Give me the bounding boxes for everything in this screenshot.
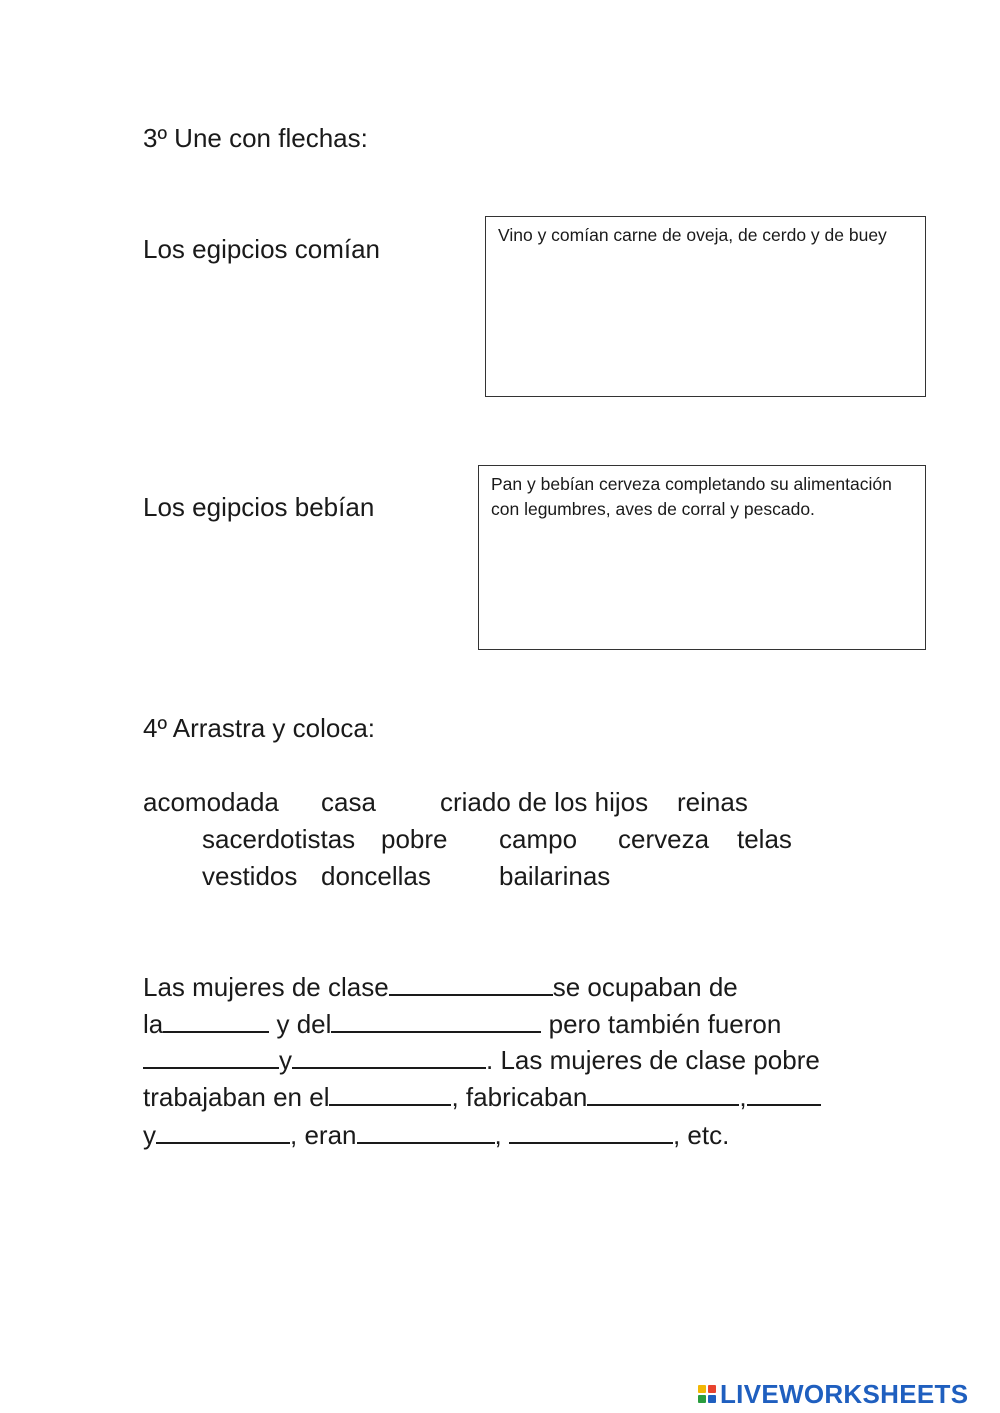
match-right-text-2: Pan y bebían cerveza completando su alimentación con legumbres, aves de corral y pescado.	[491, 474, 892, 519]
text-segment: Las mujeres de clase	[143, 972, 389, 1002]
match-right-text-1: Vino y comían carne de oveja, de cerdo y de buey	[498, 225, 887, 245]
logo-squares-icon	[698, 1385, 716, 1403]
match-left-item-1[interactable]: Los egipcios comían	[143, 234, 381, 264]
blank-4[interactable]	[143, 1045, 279, 1069]
logo-text: LIVEWORKSHEETS	[720, 1378, 969, 1409]
logo-square	[698, 1385, 706, 1393]
paragraph-line-4	[143, 1082, 821, 1112]
blank-5[interactable]	[292, 1045, 486, 1069]
text-segment: trabajaban en el	[143, 1082, 330, 1112]
blank-6[interactable]	[329, 1082, 451, 1106]
match-left-item-2[interactable]: Los egipcios bebían	[143, 492, 375, 522]
word-doncellas[interactable]: doncellas	[321, 861, 431, 891]
word-campo[interactable]: campo	[499, 824, 578, 854]
blank-9[interactable]	[156, 1120, 290, 1144]
word-criado-de-los-hijos[interactable]: criado de los hijos	[440, 787, 649, 817]
word-acomodada[interactable]: acomodada	[143, 787, 279, 817]
section4-title: 4º Arrastra y coloca:	[143, 713, 376, 743]
text-segment: . Las mujeres de clase pobre	[486, 1045, 820, 1075]
text-segment: se ocupaban de	[552, 972, 738, 1002]
match-right-box-1[interactable]	[485, 216, 926, 397]
section3-title: 3º Une con flechas:	[143, 123, 368, 153]
word-bailarinas[interactable]: bailarinas	[499, 861, 611, 891]
blank-8[interactable]	[747, 1082, 821, 1106]
blank-11[interactable]	[509, 1120, 673, 1144]
text-segment: ,	[494, 1120, 509, 1150]
word-telas[interactable]: telas	[737, 824, 792, 854]
text-segment: y	[279, 1045, 292, 1075]
text-segment: , eran	[290, 1120, 357, 1150]
blank-2[interactable]	[163, 1009, 269, 1033]
text-segment: la	[143, 1009, 164, 1039]
text-segment: , fabricaban	[451, 1082, 588, 1112]
word-vestidos[interactable]: vestidos	[202, 861, 298, 891]
liveworksheets-logo	[698, 1377, 968, 1411]
text-segment: ,	[739, 1082, 747, 1112]
word-pobre[interactable]: pobre	[381, 824, 448, 854]
paragraph-line-1	[143, 972, 738, 1002]
paragraph-line-3	[143, 1045, 820, 1075]
text-segment: pero también fueron	[541, 1009, 782, 1039]
paragraph-line-2	[143, 1009, 781, 1039]
paragraph-line-5	[143, 1120, 729, 1150]
blank-10[interactable]	[357, 1120, 495, 1144]
word-cerveza[interactable]: cerveza	[618, 824, 710, 854]
blank-7[interactable]	[587, 1082, 739, 1106]
word-casa[interactable]: casa	[321, 787, 376, 817]
logo-square	[698, 1395, 706, 1403]
blank-3[interactable]	[331, 1009, 541, 1033]
logo-square	[708, 1385, 716, 1393]
word-sacerdotistas[interactable]: sacerdotistas	[202, 824, 356, 854]
logo-square	[708, 1395, 716, 1403]
match-right-box-2[interactable]	[478, 465, 926, 650]
text-segment: y del	[269, 1009, 332, 1039]
word-reinas[interactable]: reinas	[677, 787, 748, 817]
text-segment: y	[143, 1120, 156, 1150]
text-segment: , etc.	[672, 1120, 730, 1150]
blank-1[interactable]	[389, 972, 553, 996]
